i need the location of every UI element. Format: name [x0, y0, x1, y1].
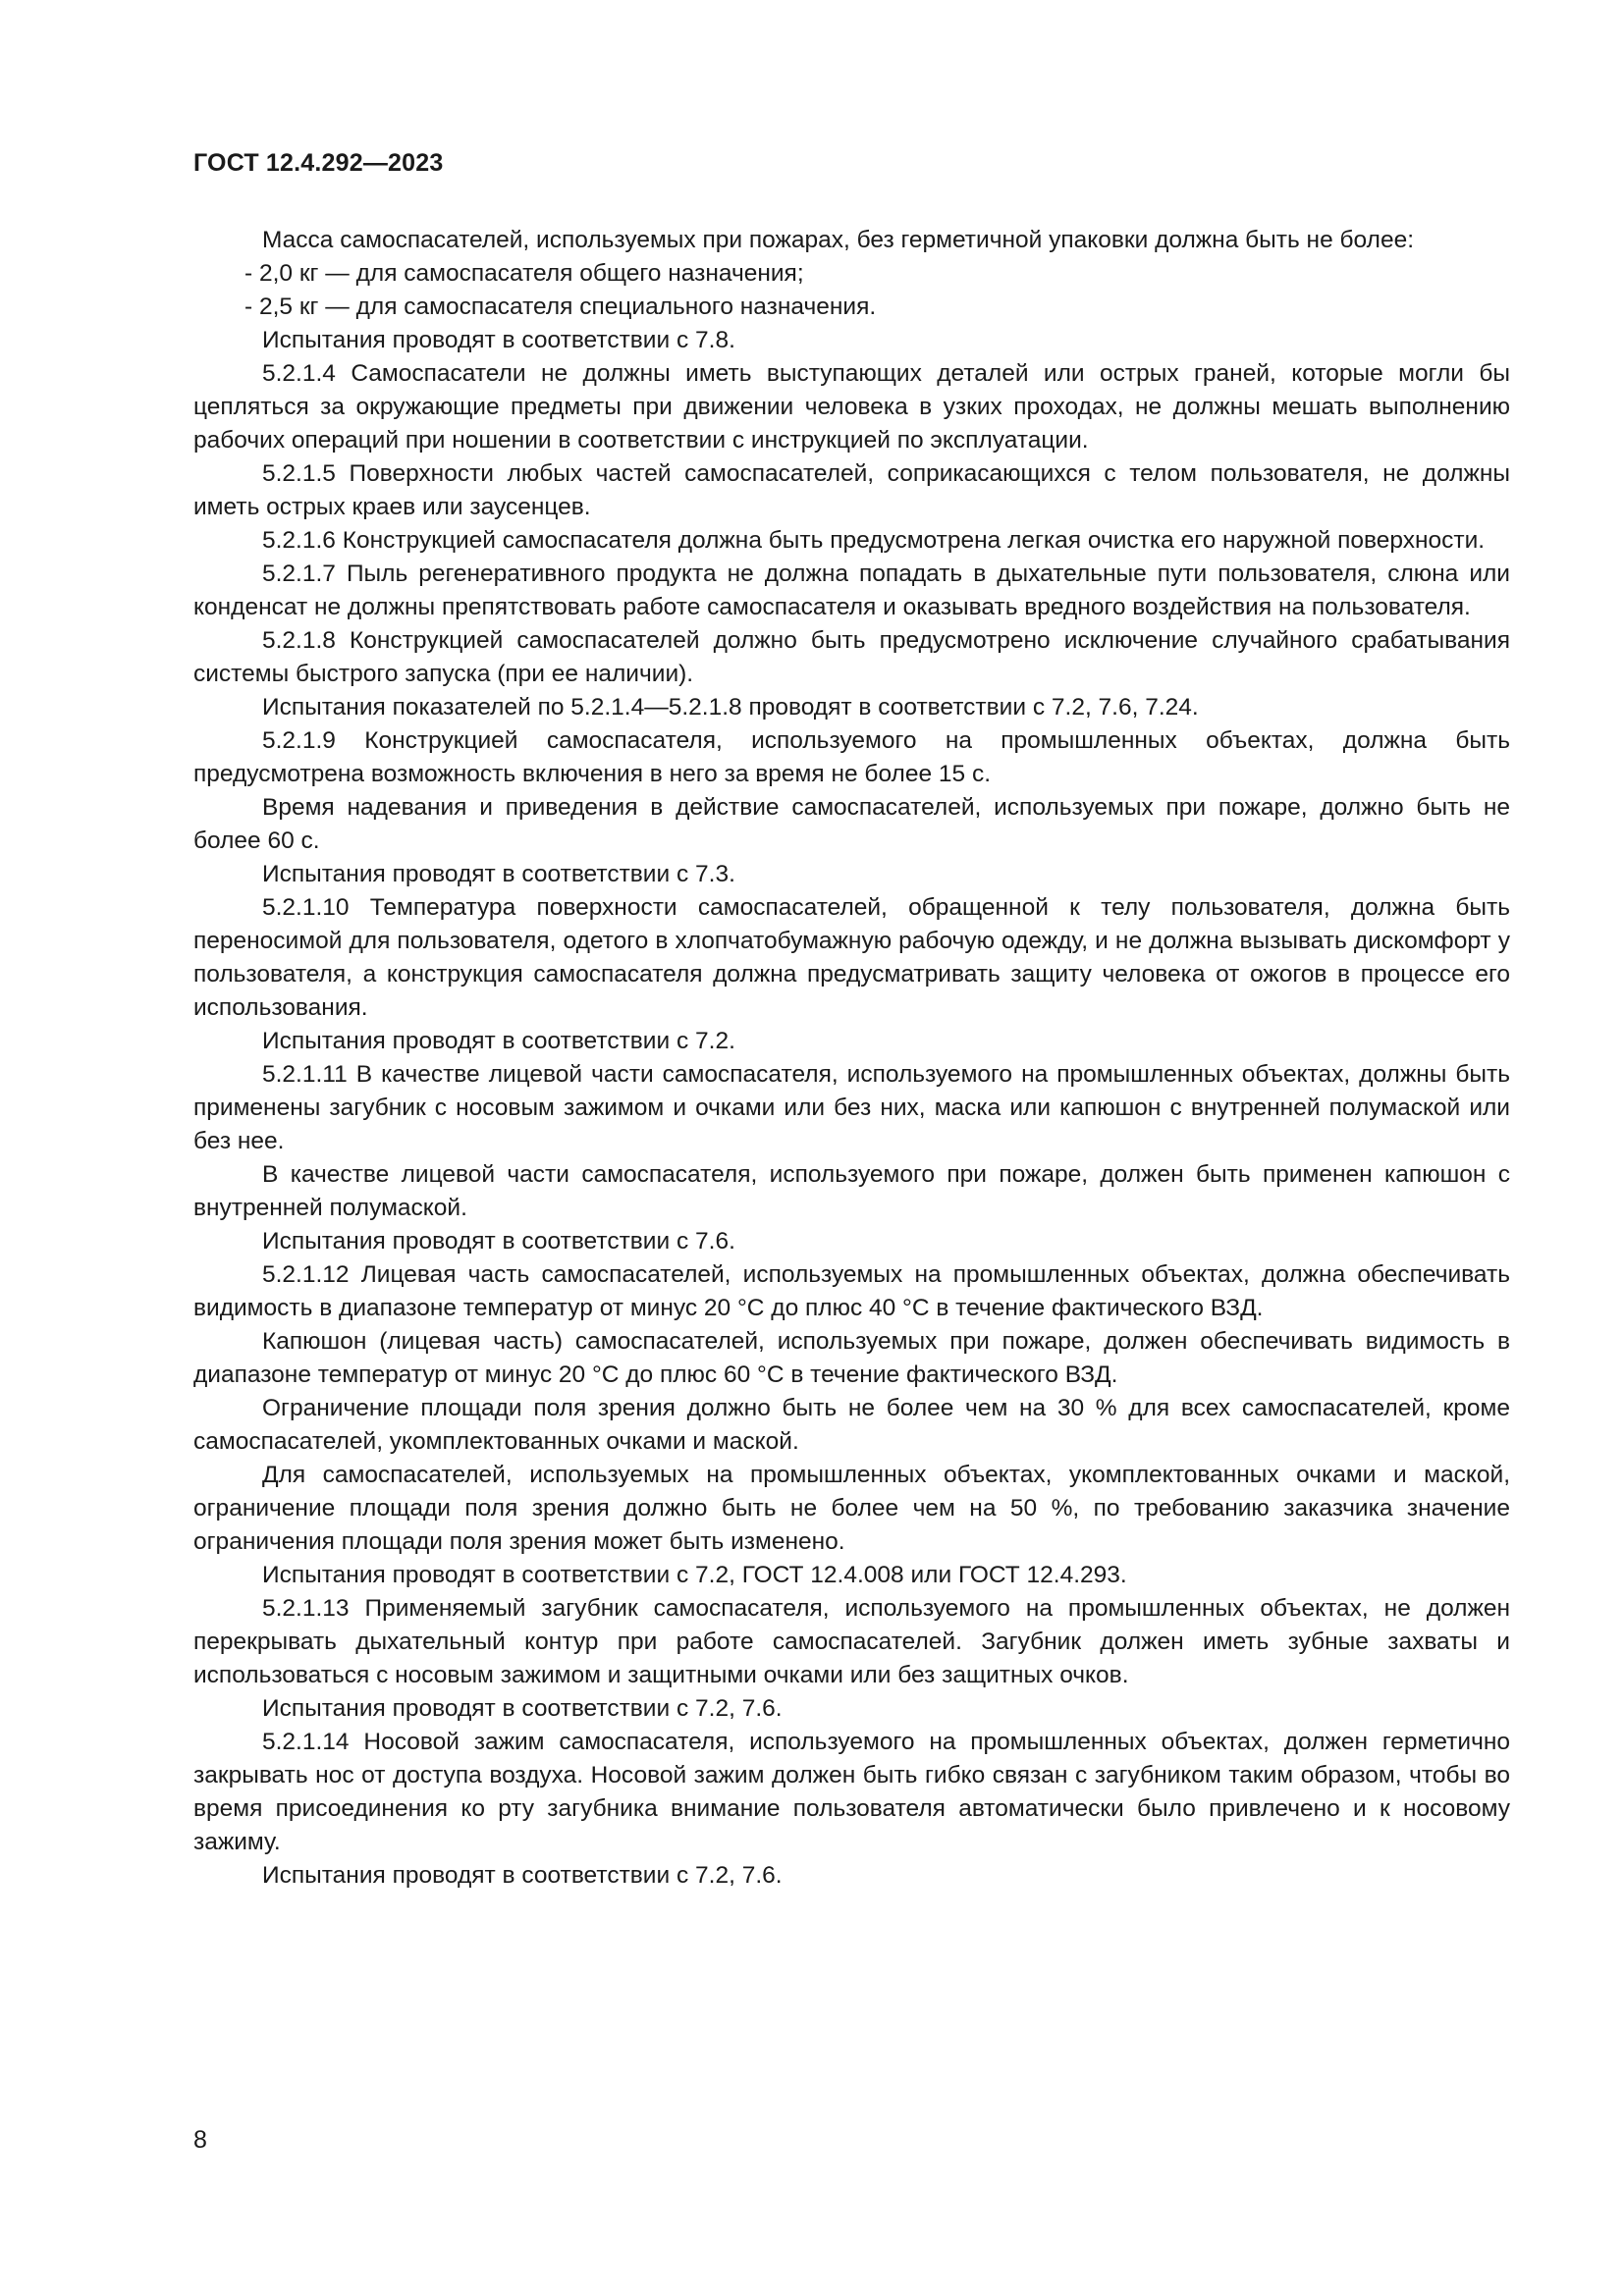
- clause-5-2-1-6: 5.2.1.6 Конструкцией самоспасателя должна быть предусмотрена легкая очистка его наружной поверхности.: [262, 527, 1486, 554]
- paragraph: Испытания проводят в соответствии с 7.8.: [262, 327, 735, 353]
- clause-5-2-1-5: 5.2.1.5 Поверхности любых частей самоспасателей, соприкасающихся с телом пользователя, не должны иметь острых краев или заусенцев.: [193, 460, 1510, 520]
- paragraph: Испытания проводят в соответствии с 7.2.: [262, 1028, 735, 1054]
- list-item: - 2,5 кг — для самоспасателя специального назначения.: [244, 294, 877, 320]
- document-body: [193, 224, 1510, 1893]
- paragraph: Испытания проводят в соответствии с 7.2, 7.6.: [262, 1862, 783, 1889]
- paragraph: Испытания проводят в соответствии с 7.2, ГОСТ 12.4.008 или ГОСТ 12.4.293.: [262, 1562, 1127, 1588]
- clause-5-2-1-11: 5.2.1.11 В качестве лицевой части самоспасателя, используемого на промышленных объектах, должны быть применены загубник с носовым зажимом и очками или без них, маска или капюшон с внутренней полумаской или без нее.: [193, 1061, 1510, 1154]
- paragraph: Испытания проводят в соответствии с 7.6.: [262, 1228, 735, 1255]
- clause-5-2-1-9: 5.2.1.9 Конструкцией самоспасателя, используемого на промышленных объектах, должна быть предусмотрена возможность включения в него за время не более 15 с.: [193, 727, 1510, 787]
- clause-5-2-1-7: 5.2.1.7 Пыль регенеративного продукта не должна попадать в дыхательные пути пользователя, слюна или конденсат не должны препятствовать работе самоспасателя и оказывать вредного воздействия на пользователя.: [193, 561, 1510, 620]
- document-header: ГОСТ 12.4.292—2023: [193, 149, 444, 177]
- paragraph: Масса самоспасателей, используемых при пожарах, без герметичной упаковки должна быть не более:: [262, 227, 1414, 253]
- page-number: 8: [193, 2126, 207, 2154]
- clause-5-2-1-10: 5.2.1.10 Температура поверхности самоспасателей, обращенной к телу пользователя, должна быть переносимой для пользователя, одетого в хлопчатобумажную рабочую одежду, и не должна вызывать дискомфорт у пользователя, а конструкция самоспасателя должна предусматривать защиту человека от ожогов в процессе его использования.: [193, 894, 1510, 1021]
- clause-5-2-1-12: 5.2.1.12 Лицевая часть самоспасателей, используемых на промышленных объектах, должна обеспечивать видимость в диапазоне температур от минус 20 °С до плюс 40 °С в течение фактического ВЗД.: [193, 1261, 1510, 1321]
- paragraph: В качестве лицевой части самоспасателя, используемого при пожаре, должен быть применен капюшон с внутренней полумаской.: [193, 1161, 1510, 1221]
- paragraph: Капюшон (лицевая часть) самоспасателей, используемых при пожаре, должен обеспечивать видимость в диапазоне температур от минус 20 °С до плюс 60 °С в течение фактического ВЗД.: [193, 1328, 1510, 1388]
- paragraph: Испытания проводят в соответствии с 7.2, 7.6.: [262, 1695, 783, 1722]
- clause-5-2-1-14: 5.2.1.14 Носовой зажим самоспасателя, используемого на промышленных объектах, должен герметично закрывать нос от доступа воздуха. Носовой зажим должен быть гибко связан с загубником таким образом, чтобы во время присоединения ко рту загубника внимание пользователя автоматически было привлечено и к носовому зажиму.: [193, 1729, 1510, 1855]
- paragraph: Испытания показателей по 5.2.1.4—5.2.1.8 проводят в соответствии с 7.2, 7.6, 7.24.: [262, 694, 1199, 721]
- paragraph: Время надевания и приведения в действие самоспасателей, используемых при пожаре, должно быть не более 60 с.: [193, 794, 1510, 854]
- clause-5-2-1-4: 5.2.1.4 Самоспасатели не должны иметь выступающих деталей или острых граней, которые могли бы цепляться за окружающие предметы при движении человека в узких проходах, не должны мешать выполнению рабочих операций при ношении в соответствии с инструкцией по эксплуатации.: [193, 360, 1510, 454]
- list-item: - 2,0 кг — для самоспасателя общего назначения;: [244, 260, 804, 287]
- paragraph: Испытания проводят в соответствии с 7.3.: [262, 861, 735, 887]
- paragraph: Ограничение площади поля зрения должно быть не более чем на 30 % для всех самоспасателей, кроме самоспасателей, укомплектованных очками и маской.: [193, 1395, 1510, 1455]
- clause-5-2-1-8: 5.2.1.8 Конструкцией самоспасателей должно быть предусмотрено исключение случайного срабатывания системы быстрого запуска (при ее наличии).: [193, 627, 1510, 687]
- clause-5-2-1-13: 5.2.1.13 Применяемый загубник самоспасателя, используемого на промышленных объектах, не должен перекрывать дыхательный контур при работе самоспасателей. Загубник должен иметь зубные захваты и использоваться с носовым зажимом и защитными очками или без защитных очков.: [193, 1595, 1510, 1688]
- paragraph: Для самоспасателей, используемых на промышленных объектах, укомплектованных очками и маской, ограничение площади поля зрения должно быть не более чем на 50 %, по требованию заказчика значение ограничения площади поля зрения может быть изменено.: [193, 1462, 1510, 1555]
